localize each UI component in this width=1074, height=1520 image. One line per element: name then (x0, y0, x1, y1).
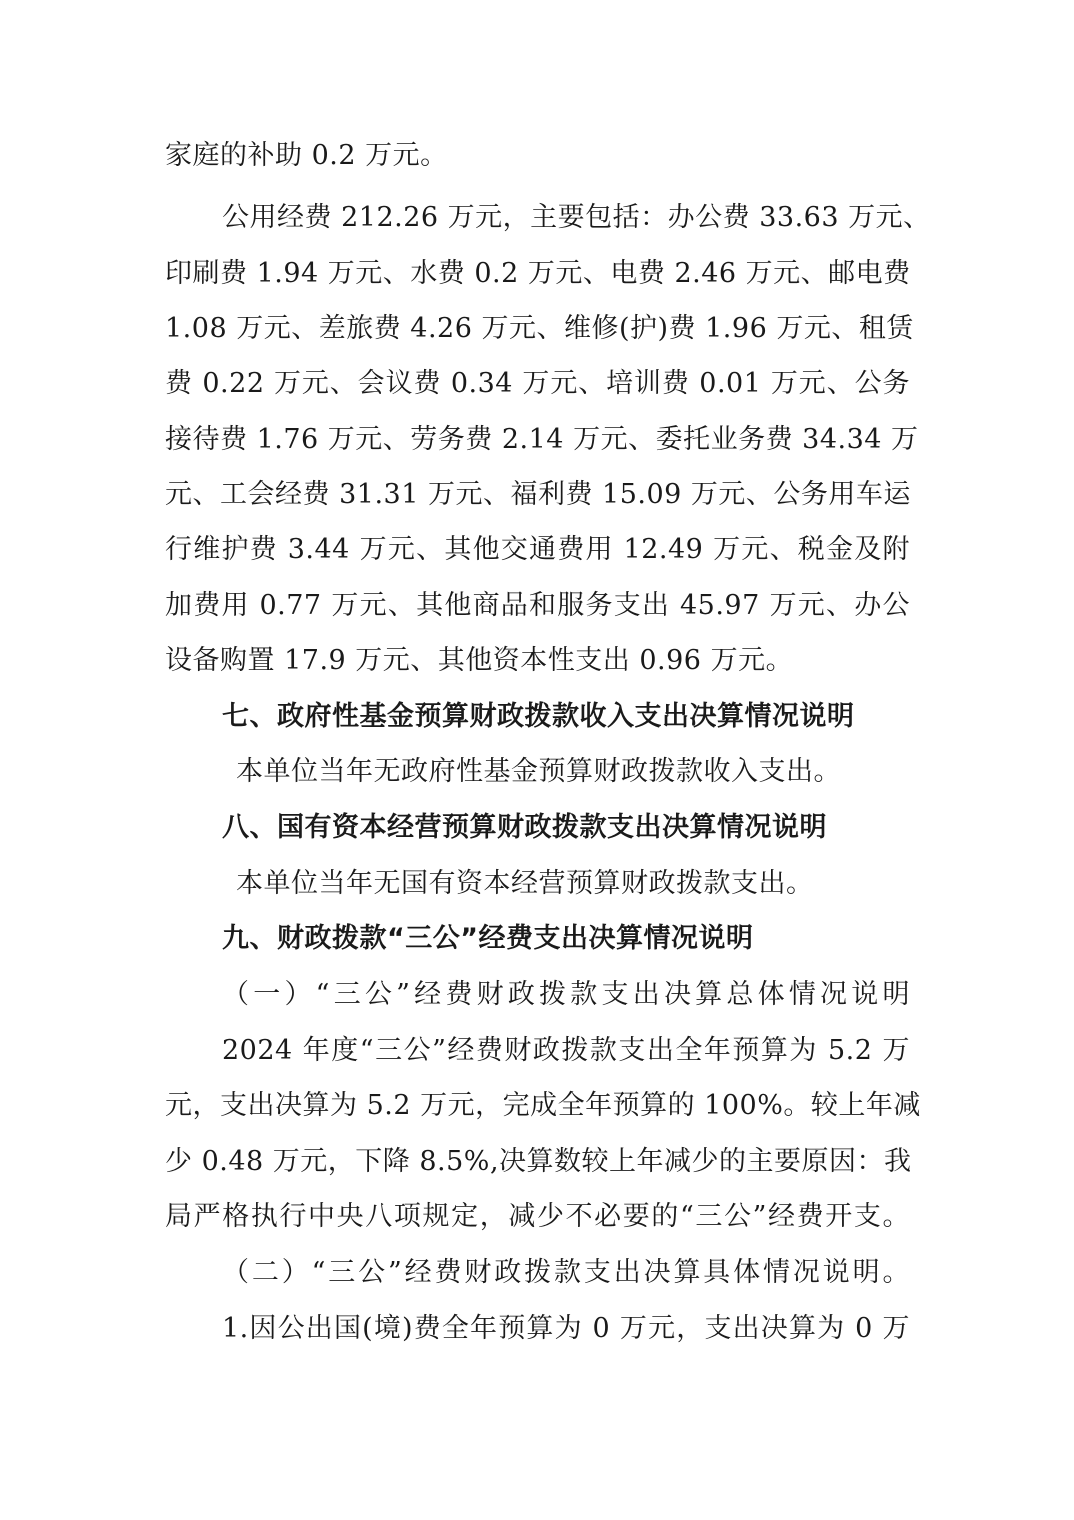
paragraph-line: 设备购置 17.9 万元、其他资本性支出 0.96 万元。 (165, 645, 794, 676)
section-heading: 九、财政拨款“三公”经费支出决算情况说明 (222, 923, 754, 954)
subsection-heading: （一）“三公”经费财政拨款支出决算总体情况说明 (222, 979, 910, 1010)
paragraph-line: 本单位当年无国有资本经营预算财政拨款支出。 (236, 868, 814, 899)
paragraph-line: 2024 年度“三公”经费财政拨款支出全年预算为 5.2 万 (222, 1035, 910, 1066)
subsection-heading: （二）“三公”经费财政拨款支出决算具体情况说明。 (222, 1257, 910, 1288)
paragraph-line: 印刷费 1.94 万元、水费 0.2 万元、电费 2.46 万元、邮电费 (165, 258, 911, 289)
paragraph-line: 少 0.48 万元，下降 8.5%,决算数较上年减少的主要原因：我 (165, 1146, 912, 1177)
section-heading: 八、国有资本经营预算财政拨款支出决算情况说明 (222, 812, 827, 843)
paragraph-line: 本单位当年无政府性基金预算财政拨款收入支出。 (236, 756, 841, 787)
paragraph-line: 元、工会经费 31.31 万元、福利费 15.09 万元、公务用车运 (165, 479, 911, 510)
paragraph-line: 1.因公出国(境)费全年预算为 0 万元，支出决算为 0 万 (222, 1313, 910, 1344)
paragraph-line: 元，支出决算为 5.2 万元，完成全年预算的 100%。较上年减 (165, 1090, 921, 1121)
section-heading: 七、政府性基金预算财政拨款收入支出决算情况说明 (222, 701, 855, 732)
paragraph-line: 局严格执行中央八项规定，减少不必要的“三公”经费开支。 (165, 1201, 910, 1232)
paragraph-line: 接待费 1.76 万元、劳务费 2.14 万元、委托业务费 34.34 万 (165, 424, 919, 455)
paragraph-line: 1.08 万元、差旅费 4.26 万元、维修(护)费 1.96 万元、租赁 (165, 313, 914, 344)
paragraph-line: 行维护费 3.44 万元、其他交通费用 12.49 万元、税金及附 (165, 534, 910, 565)
paragraph-line: 公用经费 212.26 万元，主要包括：办公费 33.63 万元、 (222, 202, 931, 233)
paragraph-line: 家庭的补助 0.2 万元。 (165, 140, 448, 171)
paragraph-line: 加费用 0.77 万元、其他商品和服务支出 45.97 万元、办公 (165, 590, 910, 621)
paragraph-line: 费 0.22 万元、会议费 0.34 万元、培训费 0.01 万元、公务 (165, 368, 910, 399)
